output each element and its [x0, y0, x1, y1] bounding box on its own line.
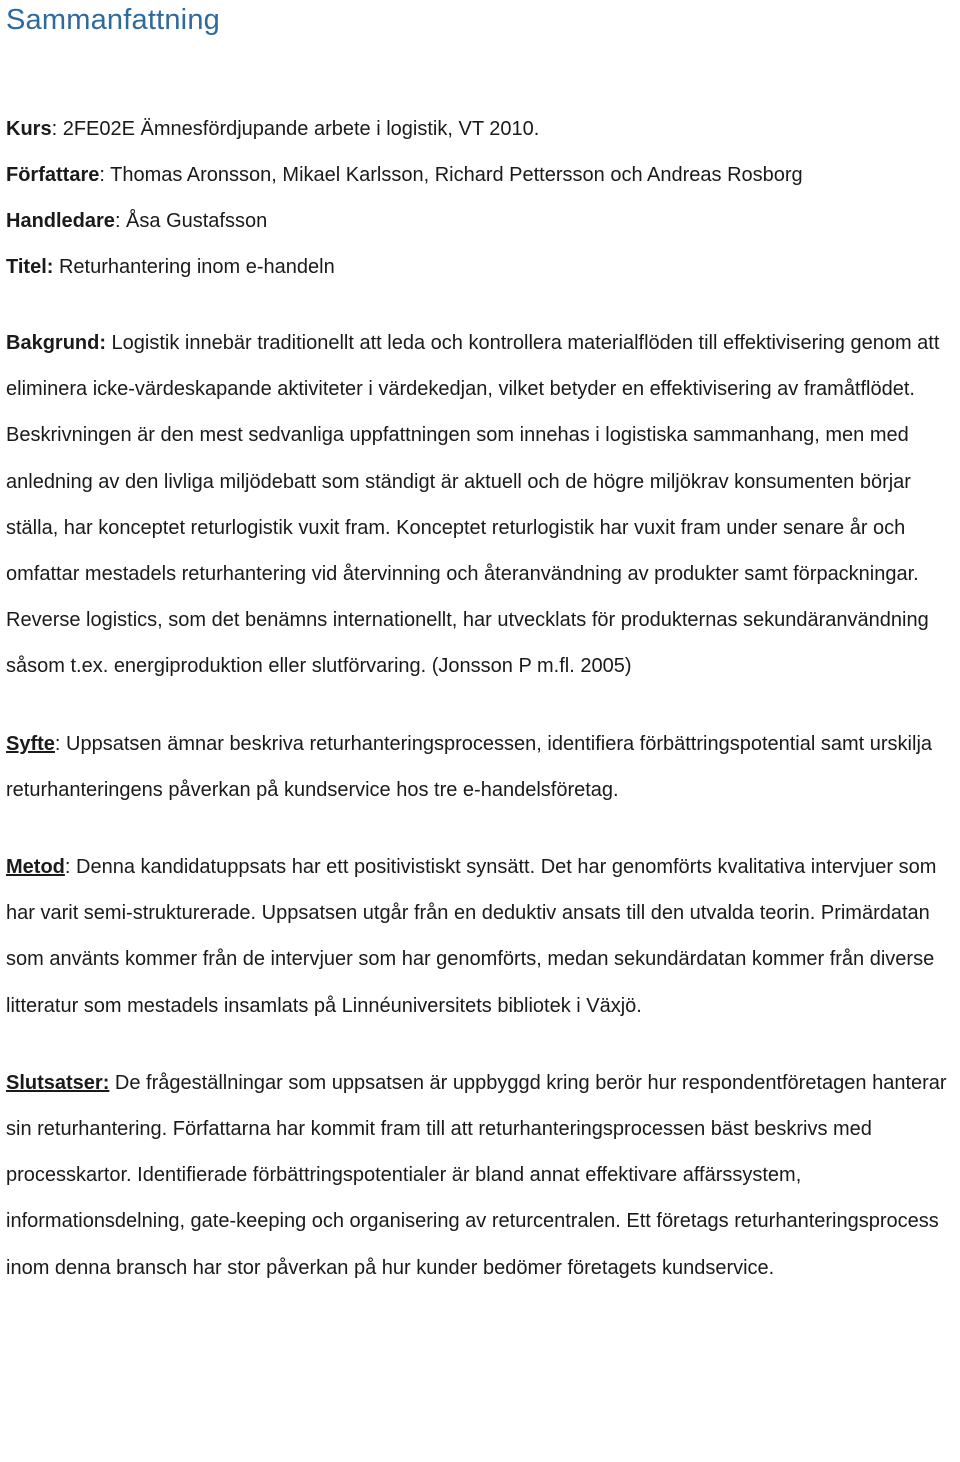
- conclusions-label: Slutsatser:: [6, 1071, 110, 1094]
- supervisor-value: : Åsa Gustafsson: [114, 210, 268, 232]
- spacer: [6, 290, 956, 320]
- course-label: Kurs: [6, 118, 52, 140]
- method-label: Metod: [6, 856, 65, 879]
- page-heading: Sammanfattning: [6, 4, 220, 36]
- conclusions-text: De frågeställningar som uppsatsen är uppbyggd kring berör hur respondentföretagen hanterar sin returhantering. Författarna har kommit fram till att returhanteringsprocessen bäst beskrivs med processkartor. Identifierade förbättringspotentialer är bland annat effektivare affärssystem, informationsdelning, gate-keeping och organisering av returcentralen. Ett företags returhanteringsprocess inom denna bransch har stor påverkan på hur kunder bedömer företagets kundservice.: [6, 1071, 947, 1279]
- background-paragraph: [6, 320, 956, 690]
- purpose-paragraph: [6, 721, 956, 813]
- method-paragraph: [6, 844, 956, 1029]
- authors-value: : Thomas Aronsson, Mikael Karlsson, Richard Pettersson och Andreas Rosborg: [99, 164, 803, 186]
- spacer: [6, 1029, 956, 1060]
- metadata-block: [6, 106, 956, 290]
- supervisor-label: Handledare: [6, 210, 115, 232]
- method-text: : Denna kandidatuppsats har ett positivistiskt synsätt. Det har genomförts kvalitativa intervjuer som har varit semi-strukturerade. Uppsatsen utgår från en deduktiv ansats till den utvalda teorin. Primärdatan som använts kommer från de intervjuer som har genomförts, medan sekundärdatan kommer från diverse litteratur som mestadels insamlats på Linnéuniversitets bibliotek i Växjö.: [6, 856, 937, 1017]
- background-label: Bakgrund:: [6, 332, 106, 354]
- spacer: [6, 813, 956, 844]
- background-text: Logistik innebär traditionellt att leda och kontrollera materialflöden till effektivisering genom att eliminera icke-värdeskapande aktiviteter i värdekedjan, vilket betyder en effektivisering av framåtflödet. Beskrivningen är den mest sedvanliga uppfattningen som innehas i logistiska sammanhang, men med anledning av den livliga miljödebatt som ständigt är aktuell och de högre miljökrav konsumenten börjar ställa, har konceptet returlogistik vuxit fram. Konceptet returlogistik har vuxit fram under senare år och omfattar mestadels returhantering vid återvinning och återanvändning av produkter samt förpackningar. Reverse logistics, som det benämns internationellt, har utvecklats för produkternas sekundäranvändning såsom t.ex. energiproduktion eller slutförvaring. (Jonsson P m.fl. 2005): [6, 332, 940, 678]
- course-value: : 2FE02E Ämnesfördjupande arbete i logistik, VT 2010.: [51, 118, 540, 140]
- authors-line: [6, 152, 956, 198]
- document-page: [6, 0, 956, 1291]
- course-line: [6, 106, 956, 152]
- conclusions-paragraph: [6, 1060, 956, 1291]
- title-label: Titel:: [6, 256, 54, 278]
- title-value: Returhantering inom e-handeln: [53, 256, 335, 278]
- title-line: [6, 244, 956, 290]
- purpose-label: Syfte: [6, 732, 55, 755]
- purpose-text: : Uppsatsen ämnar beskriva returhanteringsprocessen, identifiera förbättringspotential samt urskilja returhanteringens påverkan på kundservice hos tre e-handelsföretag.: [6, 732, 933, 801]
- authors-label: Författare: [6, 164, 100, 186]
- spacer: [6, 690, 956, 721]
- supervisor-line: [6, 198, 956, 244]
